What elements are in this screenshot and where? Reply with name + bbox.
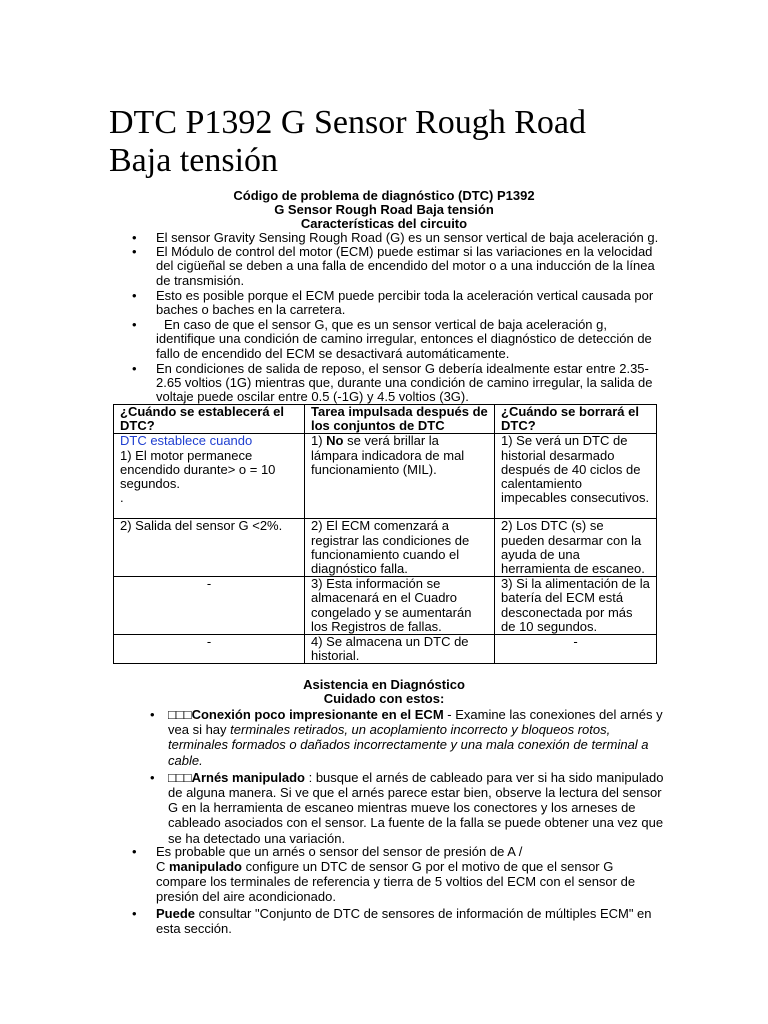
table-cell: 1) Se verá un DTC de historial desarmado después de 40 ciclos de calentamiento impecables consecutivos. bbox=[495, 434, 657, 519]
list-item: • Puede consultar "Conjunto de DTC de sensores de información de múltiples ECM" en esta sección. bbox=[156, 906, 662, 936]
table-cell: 3) Esta información se almacenará en el Cuadro congelado y se aumentarán los Registros de fallas. bbox=[305, 577, 495, 635]
circuit-characteristics-list bbox=[110, 231, 662, 404]
table-header: ¿Cuándo se establecerá el DTC? bbox=[114, 405, 305, 434]
list-item: • □□□Arnés manipulado : busque el arnés de cableado para ver si ha sido manipulado de alguna manera. Si ve que el arnés parece estar bien, observe la lectura del sensor G en la herramienta de escaneo mientras mueve los conectores y los arneses de cableado asociados con el sensor. La fuente de la falla se puede obtener una vez que se ha detectado una variación. bbox=[168, 770, 666, 846]
assist-header-2: Cuidado con estos: bbox=[323, 691, 445, 706]
title-line-1: DTC P1392 G Sensor Rough Road bbox=[109, 104, 586, 141]
additional-notes-list bbox=[110, 844, 662, 936]
table-cell bbox=[114, 434, 305, 519]
section-header-2: G Sensor Rough Road Baja tensión bbox=[274, 202, 494, 217]
table-header: Tarea impulsada después de los conjuntos de DTC bbox=[305, 405, 495, 434]
list-item: • En caso de que el sensor G, que es un sensor vertical de baja aceleración g, identifique una condición de camino irregular, entonces el diagnóstico de detección de fallo de encendido del ECM se desactivará automáticamente. bbox=[156, 318, 662, 361]
assist-header-1: Asistencia en Diagnóstico bbox=[303, 677, 465, 692]
list-item: • Esto es posible porque el ECM puede percibir toda la aceleración vertical causada por baches o baches en la carretera. bbox=[156, 289, 662, 317]
table-cell: - bbox=[114, 635, 305, 664]
table-row bbox=[114, 577, 657, 635]
list-item: • El Módulo de control del motor (ECM) puede estimar si las variaciones en la velocidad del cigüeñal se deben a una falla de encendido del motor o a una inducción de la línea de transmisión. bbox=[156, 245, 662, 288]
table-cell: 3) Si la alimentación de la batería del ECM está desconectada por más de 10 segundos. bbox=[495, 577, 657, 635]
table-header-row bbox=[114, 405, 657, 434]
title-line-2: Baja tensión bbox=[109, 142, 279, 179]
list-item: • El sensor Gravity Sensing Rough Road (G) es un sensor vertical de baja aceleración g. bbox=[156, 231, 662, 245]
table-cell: - bbox=[114, 577, 305, 635]
list-item: • □□□Conexión poco impresionante en el ECM - Examine las conexiones del arnés y vea si hay terminales retirados, un acoplamiento incorrecto y bloqueos rotos, terminales formados o dañados incorrectamente y una mala conexión de terminal a cable. bbox=[168, 707, 666, 768]
table-row bbox=[114, 519, 657, 577]
table-cell: 1) No se verá brillar la lámpara indicadora de mal funcionamiento (MIL). bbox=[305, 434, 495, 519]
note-line: C manipulado configure un DTC de sensor G por el motivo de que el sensor G compare los terminales de referencia y tierra de 5 voltios del ECM con el sensor de presión del aire acondicionado. bbox=[156, 859, 636, 904]
dtc-sets-label: DTC establece cuando bbox=[120, 433, 253, 449]
table-cell: 4) Se almacena un DTC de historial. bbox=[305, 635, 495, 664]
table-row bbox=[114, 434, 657, 519]
table-cell: - bbox=[495, 635, 657, 664]
table-cell: 2) El ECM comenzará a registrar las condiciones de funcionamiento cuando el diagnóstico falla. bbox=[305, 519, 495, 577]
table-cell: 2) Los DTC (s) se pueden desarmar con la ayuda de una herramienta de escaneo. bbox=[495, 519, 657, 577]
note-line: • Es probable que un arnés o sensor del sensor de presión de A / bbox=[156, 844, 523, 859]
cell-text: 1) El motor permanece encendido durante> o = 10 segundos. bbox=[120, 447, 276, 492]
page-title bbox=[109, 104, 669, 180]
diagnostic-tips-list bbox=[146, 707, 666, 846]
section-header-3: Características del circuito bbox=[300, 216, 468, 231]
dtc-table bbox=[113, 404, 657, 664]
section-header-1: Código de problema de diagnóstico (DTC) P1392 bbox=[233, 188, 535, 203]
list-item bbox=[156, 844, 662, 904]
cell-text: . bbox=[120, 490, 124, 506]
table-header: ¿Cuándo se borrará el DTC? bbox=[495, 405, 657, 434]
table-row bbox=[114, 635, 657, 664]
table-cell: 2) Salida del sensor G <2%. bbox=[114, 519, 305, 577]
list-item: • En condiciones de salida de reposo, el sensor G debería idealmente estar entre 2.35-2.65 voltios (1G) mientras que, durante una condición de camino irregular, la salida de voltaje puede oscilar entre 0.5 (-1G) y 4.5 voltios (3G). bbox=[156, 362, 662, 405]
